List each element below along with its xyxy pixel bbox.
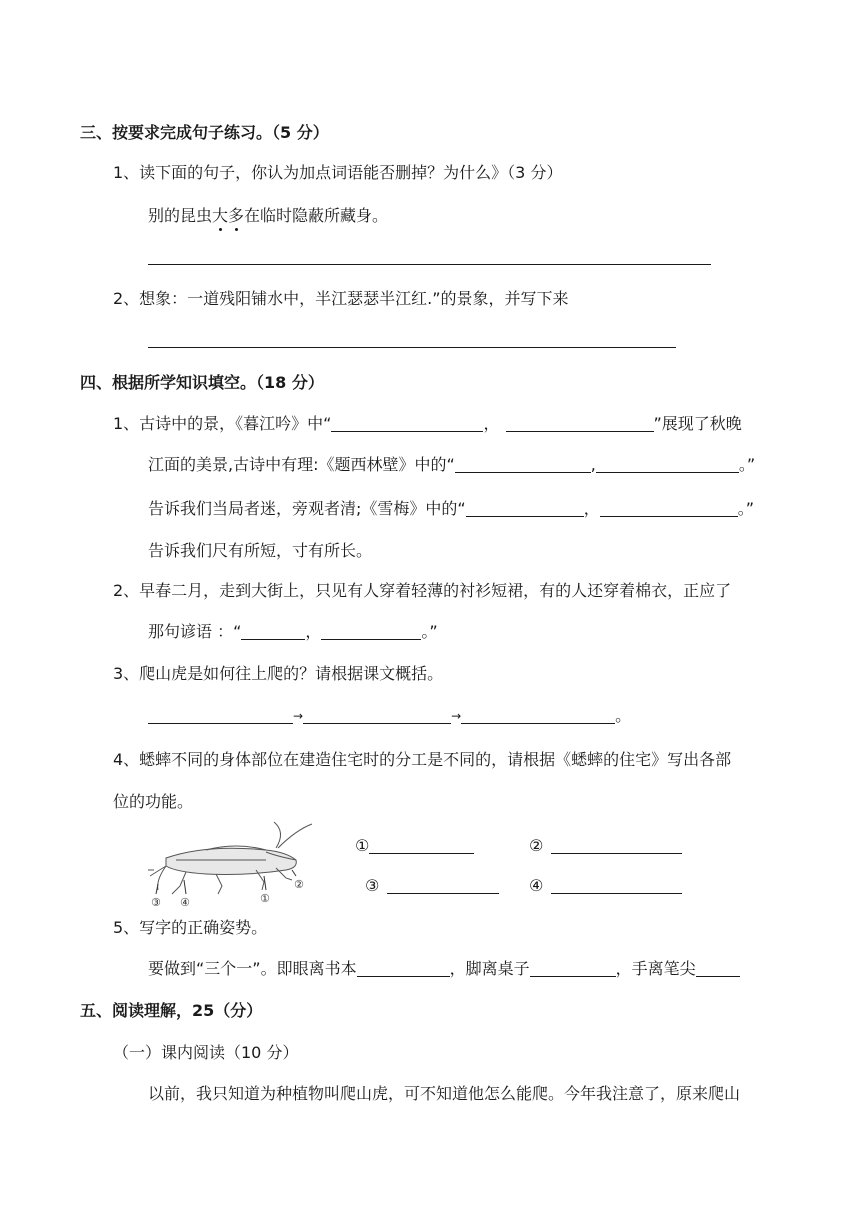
q4-2-text-a: 那句谚语 ：“	[148, 622, 242, 641]
blank-4-1-e[interactable]	[466, 500, 584, 517]
question-4-4: 4、蟋蟀不同的身体部位在建造住宅时的分工是不同的，请根据《蟋蟀的住宅》写出各部	[113, 750, 732, 769]
blank-4-1-f[interactable]	[600, 500, 738, 517]
fig-label-2: ②	[294, 878, 304, 891]
label-1: ①	[355, 836, 370, 855]
part-label-2	[529, 836, 682, 856]
q4-5-text-b: ，脚离桌子	[449, 959, 530, 978]
blank-4-3-b[interactable]	[303, 707, 451, 724]
cricket-figure	[146, 820, 316, 910]
question-4-1-line4: 告诉我们尺有所短，寸有所长。	[148, 541, 373, 560]
sentence-end: 在临时隐蔽所藏身。	[244, 206, 389, 225]
question-4-4-line2: 位的功能。	[113, 792, 194, 811]
question-4-1-line2	[148, 454, 755, 476]
label-3: ③	[365, 876, 380, 895]
q4-1-line3-text-c: 。”	[737, 499, 754, 518]
q4-2-text-c: 。”	[421, 622, 438, 641]
blank-4-1-a[interactable]	[331, 415, 483, 432]
q4-1-line2-text-b: ,	[590, 455, 596, 474]
section-3-heading: 三、按要求完成句子练习。（5 分）	[80, 123, 329, 142]
q4-1-text-c: ”展现了秋晚	[653, 414, 742, 433]
q4-5-text-c: ，手离笔尖	[615, 959, 696, 978]
blank-4-1-b[interactable]	[506, 415, 654, 432]
question-4-1	[113, 413, 742, 435]
question-3-1: 1、读下面的句子，你认为加点词语能否删掉？为什么》（3 分）	[113, 163, 563, 182]
fig-label-3: ③	[151, 896, 161, 909]
part-label-4	[529, 876, 682, 896]
blank-4-2-b[interactable]	[321, 623, 421, 640]
section-5-sub: （一）课内阅读（10 分）	[113, 1043, 299, 1062]
blank-4-5-a[interactable]	[357, 960, 450, 977]
reading-passage: 以前，我只知道为种植物叫爬山虎，可不知道他怎么能爬。今年我注意了，原来爬山	[148, 1084, 741, 1103]
question-4-2-line2	[148, 621, 438, 643]
blank-4-5-c[interactable]	[696, 960, 740, 977]
label-4: ④	[529, 876, 544, 895]
part-label-1	[355, 836, 474, 856]
question-4-5-line2	[148, 958, 740, 980]
q4-1-text-b: ，	[483, 414, 500, 433]
blank-4-4-3[interactable]	[387, 877, 499, 894]
cricket-illustration-icon	[146, 820, 316, 910]
dotted-char-1: 大	[212, 206, 229, 225]
answer-line-3-1[interactable]	[148, 264, 711, 265]
question-4-3-answer	[148, 705, 631, 727]
blank-4-1-c[interactable]	[455, 456, 591, 473]
question-3-2: 2、想象：一道残阳铺水中，半江瑟瑟半江红.”的景象，并写下来	[113, 289, 569, 308]
fig-label-4: ④	[180, 896, 190, 909]
blank-4-5-b[interactable]	[530, 960, 616, 977]
question-4-1-line3	[148, 498, 754, 520]
part-label-3	[365, 876, 499, 896]
section-5-heading: 五、阅读理解，25（分）	[80, 1001, 263, 1020]
q4-5-text-a: 要做到“三个一”。即眼离书本	[148, 959, 357, 978]
q4-3-end: 。	[615, 706, 632, 725]
example-sentence	[148, 205, 388, 227]
q4-1-line3-text-b: ，	[583, 499, 600, 518]
sentence-start: 别的昆虫	[148, 206, 213, 225]
blank-4-3-c[interactable]	[461, 707, 615, 724]
q4-1-text-a: 1、古诗中的景，《暮江吟》中“	[113, 414, 332, 433]
q4-1-line2-text-c: 。”	[738, 455, 756, 474]
blank-4-3-a[interactable]	[148, 707, 293, 724]
arrow-2-icon: →	[451, 709, 462, 723]
dotted-char-2: 多	[228, 206, 245, 225]
fig-label-1: ①	[260, 892, 270, 905]
q4-2-text-b: ，	[305, 622, 322, 641]
blank-4-4-4[interactable]	[551, 877, 682, 894]
question-4-3: 3、爬山虎是如何往上爬的？请根据课文概括。	[113, 664, 444, 683]
question-4-5: 5、写字的正确姿势。	[113, 918, 268, 937]
blank-4-1-d[interactable]	[596, 456, 739, 473]
blank-4-4-1[interactable]	[369, 837, 474, 854]
q4-1-line2-text-a: 江面的美景,古诗中有理:《题西林壁》中的“	[148, 455, 455, 474]
blank-4-4-2[interactable]	[551, 837, 682, 854]
section-4-heading: 四、根据所学知识填空。（18 分）	[80, 373, 324, 392]
answer-line-3-2[interactable]	[148, 347, 676, 348]
arrow-1-icon: →	[293, 709, 304, 723]
question-4-2: 2、早春二月，走到大街上，只见有人穿着轻薄的衬衫短裙，有的人还穿着棉衣，正应了	[113, 581, 732, 600]
blank-4-2-a[interactable]	[241, 623, 305, 640]
q4-1-line3-text-a: 告诉我们当局者迷，旁观者清;《雪梅》中的“	[148, 499, 466, 518]
label-2: ②	[529, 836, 544, 855]
